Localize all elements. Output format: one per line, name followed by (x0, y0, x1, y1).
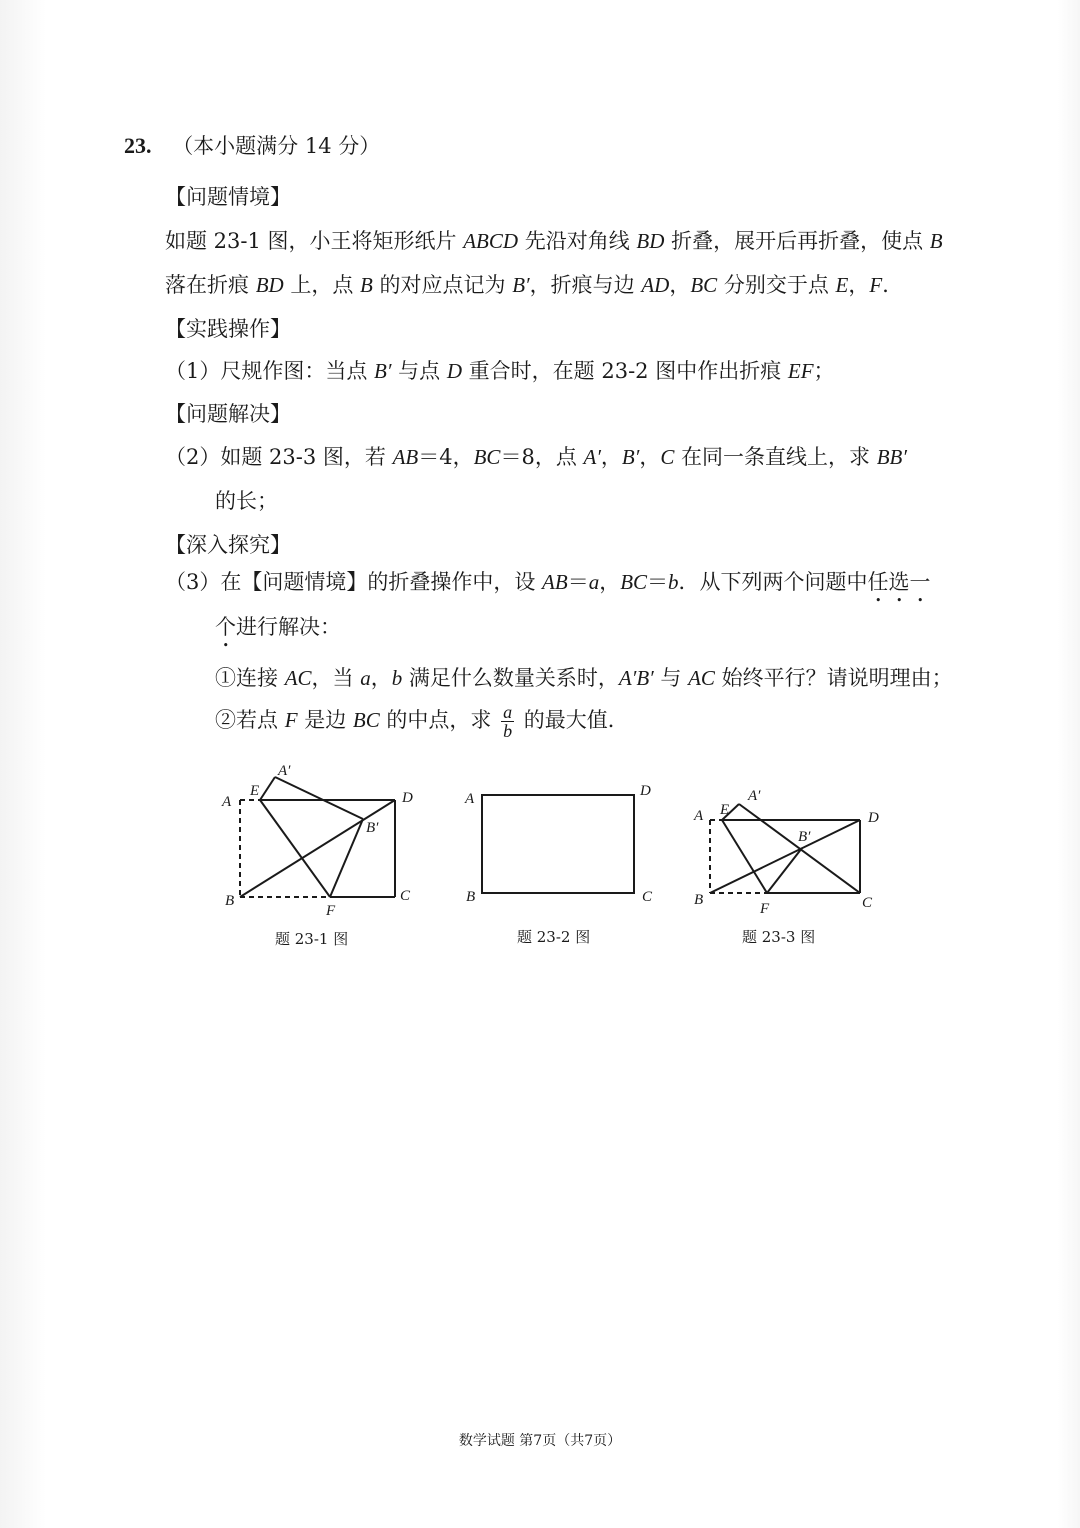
emphasis-choose-one: 任选一 (867, 570, 931, 594)
figure-23-1 (210, 755, 430, 925)
crease-EF (722, 820, 767, 893)
segment-ApBp (275, 777, 363, 819)
part-3-line-1: （3）在【问题情境】的折叠操作中，设 AB＝a，BC＝b．从下列两个问题中任选一 (165, 570, 931, 594)
context-line-2: 落在折痕 BD 上，点 B 的对应点记为 B′，折痕与边 AD，BC 分别交于点 E，F． (165, 273, 904, 297)
question-header (124, 130, 380, 160)
question-number: 23. (124, 133, 152, 158)
page-footer: 数学试题 第7页（共7页） (458, 1433, 622, 1449)
figure-23-2 (460, 775, 660, 915)
fig2-label-D: D (640, 783, 651, 799)
fig3-label-F: F (760, 901, 770, 917)
fig1-label-F: F (326, 903, 336, 919)
fig3-label-D: D (868, 810, 879, 826)
crease-EF (260, 800, 330, 897)
fig3-label-E: E (720, 802, 730, 818)
option-2: ②若点 F 是边 BC 的中点，求 $\frac{a}{b}$ 的最大值． (215, 702, 629, 741)
fig1-label-Bp: B′ (366, 820, 379, 836)
question-score: （本小题满分 14 分） (172, 134, 381, 158)
fig2-label-A: A (465, 791, 475, 807)
fig1-label-E: E (250, 783, 260, 799)
part-2-line-1: （2）如题 23-3 图，若 AB＝4，BC＝8，点 A′，B′，C 在同一条直线上，求 BB′ (165, 445, 907, 469)
fig1-label-B: B (225, 893, 235, 909)
section-solve: 【问题解决】 (165, 402, 291, 426)
fig3-label-B: B (694, 892, 704, 908)
part-3-line-2: 个进行解决： (215, 615, 341, 639)
fig1-label-A: A (222, 794, 232, 810)
fig2-label-C: C (642, 889, 653, 905)
fig1-label-C: C (400, 888, 411, 904)
segment-EAp (260, 777, 275, 800)
rectangle-ABCD (482, 795, 634, 893)
scan-shadow-left (0, 0, 46, 1528)
diagonal-BD (710, 820, 860, 893)
fig2-label-B: B (466, 889, 476, 905)
segment-BpF (767, 848, 802, 893)
fig3-label-C: C (862, 895, 873, 911)
context-line-1: 如题 23-1 图，小王将矩形纸片 ABCD 先沿对角线 BD 折叠，展开后再折叠，使点 B (165, 229, 943, 253)
caption-fig-23-1: 题 23-1 图 (275, 930, 349, 948)
diagonal-BD (240, 800, 395, 897)
fraction-a-over-b: $\frac{a}{b}$ (503, 702, 513, 741)
segment-ApC (739, 804, 860, 893)
part-1: （1）尺规作图：当点 B′ 与点 D 重合时，在题 23-2 图中作出折痕 EF； (165, 359, 835, 383)
scan-shadow-right (1058, 0, 1080, 1528)
fig3-label-Ap: A′ (748, 788, 761, 804)
fig1-label-Ap: A′ (278, 763, 291, 779)
fig3-label-A: A (694, 808, 704, 824)
option-1: ①连接 AC，当 a，b 满足什么数量关系时，A′B′ 与 AC 始终平行？请说明理由； (215, 666, 953, 690)
caption-fig-23-2: 题 23-2 图 (517, 928, 591, 946)
fig3-label-Bp: B′ (798, 829, 811, 845)
fig1-label-D: D (402, 790, 413, 806)
section-practice: 【实践操作】 (165, 317, 291, 341)
section-context: 【问题情境】 (165, 185, 291, 209)
caption-fig-23-3: 题 23-3 图 (742, 928, 816, 946)
part-2-line-2: 的长； (215, 489, 278, 513)
figure-23-3 (690, 780, 890, 920)
section-explore: 【深入探究】 (165, 533, 291, 557)
